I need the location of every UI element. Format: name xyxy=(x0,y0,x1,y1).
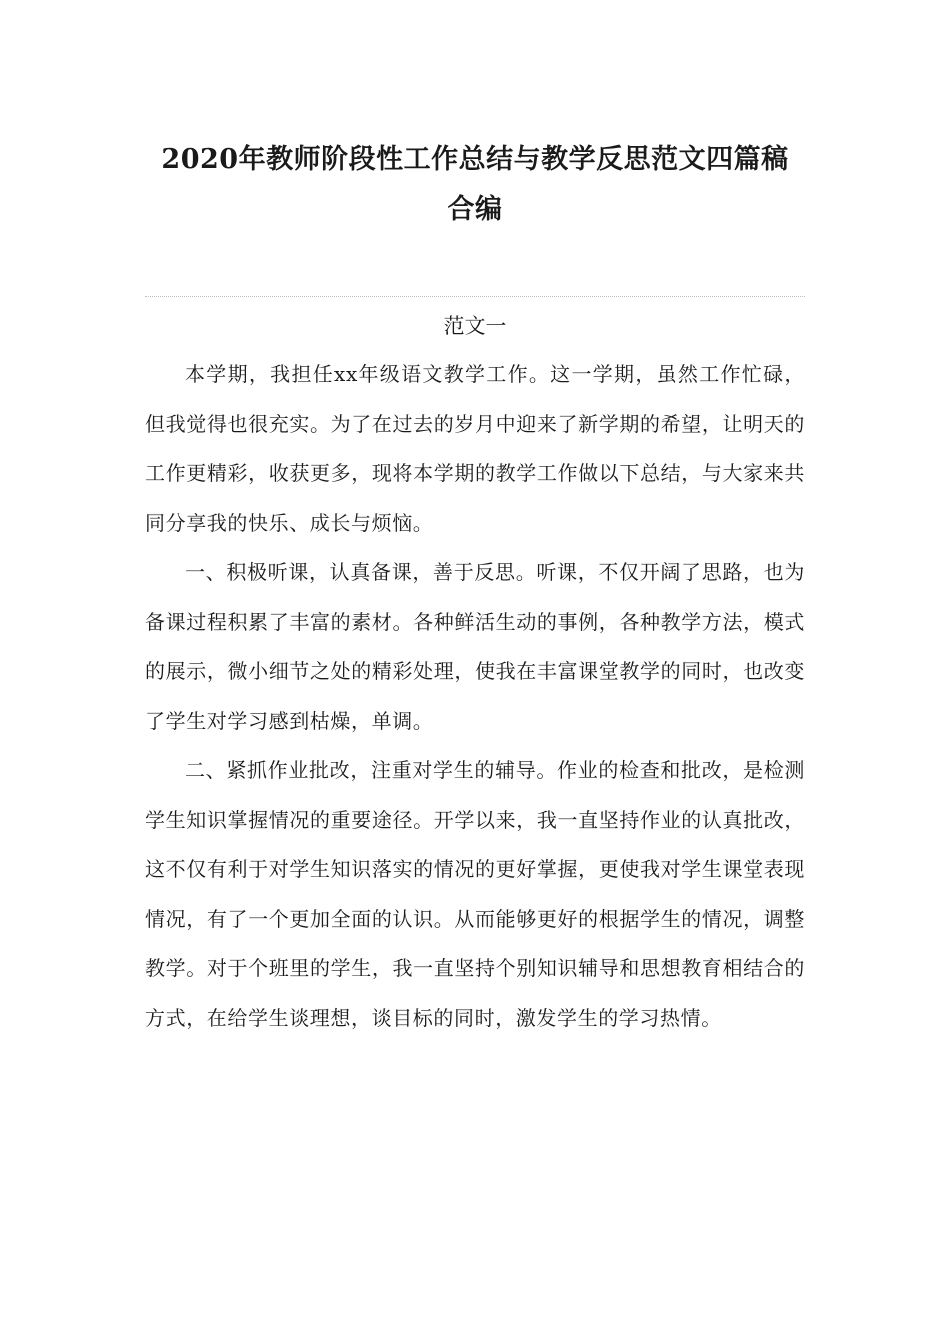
document-title-line-1: 2020年教师阶段性工作总结与教学反思范文四篇稿 xyxy=(161,144,789,175)
section-heading: 范文一 xyxy=(443,314,507,338)
paragraph-intro: 本学期，我担任xx年级语文教学工作。这一学期，虽然工作忙碌，但我觉得也很充实。为了在过去的岁月中迎来了新学期的希望，让明天的工作更精彩，收获更多，现将本学期的教学工作做以下总结，与大家来共同分享我的快乐、成长与烦恼。 xyxy=(145,362,805,535)
body-text xyxy=(145,350,805,1043)
paragraph-point-one: 一、积极听课，认真备课，善于反思。听课，不仅开阔了思路，也为备课过程积累了丰富的素材。各种鲜活生动的事例，各种教学方法，模式的展示，微小细节之处的精彩处理，使我在丰富课堂教学的同时，也改变了学生对学习感到枯燥，单调。 xyxy=(145,560,805,733)
document-title xyxy=(145,135,805,235)
document-title-line-2: 合编 xyxy=(447,194,503,225)
paragraph-point-two: 二、紧抓作业批改，注重对学生的辅导。作业的检查和批改，是检测学生知识掌握情况的重要途径。开学以来，我一直坚持作业的认真批改，这不仅有利于对学生知识落实的情况的更好掌握，更使我对学生课堂表现情况，有了一个更加全面的认识。从而能够更好的根据学生的情况，调整教学。对于个班里的学生，我一直坚持个别知识辅导和思想教育相结合的方式，在给学生谈理想，谈目标的同时，激发学生的学习热情。 xyxy=(145,758,805,1030)
dotted-divider xyxy=(145,296,805,297)
